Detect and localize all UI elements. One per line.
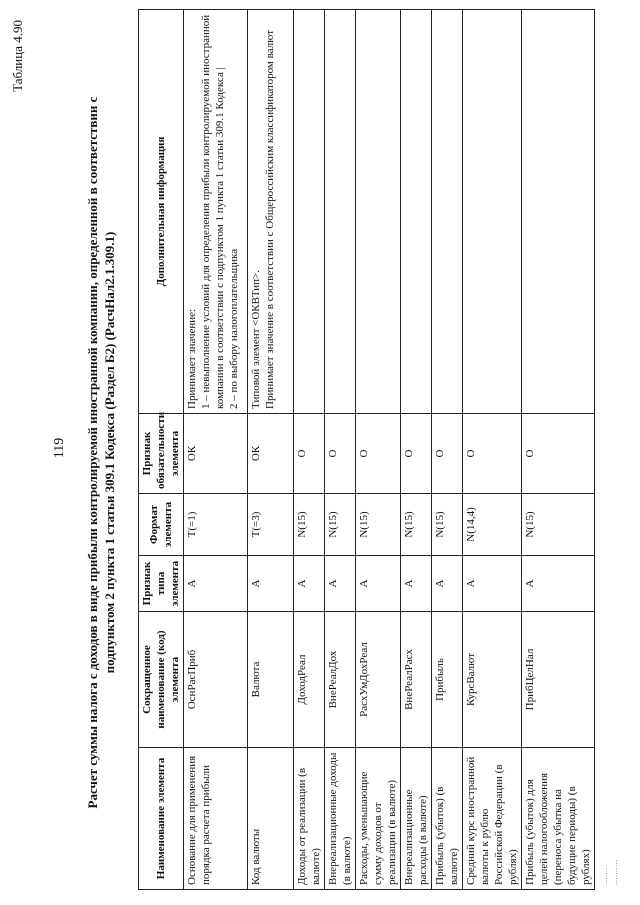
table-cell: О (294, 414, 325, 494)
table-row (184, 10, 248, 890)
table-cell: О (356, 414, 401, 494)
table-cell: О (463, 414, 522, 494)
table-cell: Типовой элемент <ОКВТип>. Принимает значение в соответствии с Общероссийским классификатором валют (248, 10, 294, 414)
table-title: Расчет суммы налога с доходов в виде прибыли контролируемой иностранной компании, определенной в соответствии с подпунктом 2 пункта 1 статьи 309.1 Кодекса (Раздел Б2) (РасчНал2.1.309.1) (85, 96, 117, 809)
table-cell: Прибыль (убыток) для целей налогообложения (переноса убытка на будущие периоды) (в рублях) (522, 748, 595, 890)
table-cell: ВнеРеалРасх (401, 612, 432, 748)
table-cell: А (463, 556, 522, 612)
table-cell: ОК (248, 414, 294, 494)
table-cell: Прибыль (убыток) (в валюте) (432, 748, 463, 890)
elements-table (138, 9, 595, 890)
table-cell: N(15) (325, 494, 356, 556)
table-cell (325, 10, 356, 414)
table-cell: Расходы, уменьшающие сумму доходов от реализации (в валюте) (356, 748, 401, 890)
header-additional-info: Дополнительная информация (139, 10, 184, 414)
table-cell: А (248, 556, 294, 612)
table-cell: N(15) (522, 494, 595, 556)
table-cell: О (401, 414, 432, 494)
header-format: Формат элемента (139, 494, 184, 556)
table-row (248, 10, 294, 890)
table-cell: Принимает значение: 1 – невыполнение условий для определения прибыли контролируемой иностранной компании в соответствии с подпунктом 1 пункта 1 статьи 309.1 Кодекса | 2 – по выбору налогоплательщика (184, 10, 248, 414)
table-cell (522, 10, 595, 414)
header-short-name: Сокращенное наименование (код) элемента (139, 612, 184, 748)
table-row (522, 10, 595, 890)
table-cell: N(15) (356, 494, 401, 556)
table-row (432, 10, 463, 890)
table-cell: А (184, 556, 248, 612)
table-cell: Валюта (248, 612, 294, 748)
table-cell: Внереализационные расходы (в валюте) (401, 748, 432, 890)
table-row (294, 10, 325, 890)
header-type: Признак типа элемента (139, 556, 184, 612)
table-cell: N(15) (432, 494, 463, 556)
watermark-stamp: ........ .......... (600, 859, 619, 885)
table-cell: ВнеРеалДох (325, 612, 356, 748)
table-cell (356, 10, 401, 414)
table-cell: КурсВалют (463, 612, 522, 748)
table-cell: Прибыль (432, 612, 463, 748)
table-cell: О (432, 414, 463, 494)
table-cell: А (401, 556, 432, 612)
table-header-row (139, 10, 184, 890)
table-cell (294, 10, 325, 414)
table-cell: N(14,4) (463, 494, 522, 556)
table-cell: N(15) (401, 494, 432, 556)
table-row (325, 10, 356, 890)
table-cell: Код валюты (248, 748, 294, 890)
table-cell: T(=3) (248, 494, 294, 556)
table-cell (463, 10, 522, 414)
page-number: 119 (52, 437, 67, 459)
table-cell: Основание для применения порядка расчета прибыли (184, 748, 248, 890)
table-cell: А (325, 556, 356, 612)
table-row (356, 10, 401, 890)
table-cell: Доходы от реализации (в валюте) (294, 748, 325, 890)
table-cell: О (325, 414, 356, 494)
table-cell: Средний курс иностранной валюты к рублю Российской Федерации (в рублях) (463, 748, 522, 890)
table-cell: Внереализационные доходы (в валюте) (325, 748, 356, 890)
table-cell: А (432, 556, 463, 612)
header-element-name: Наименование элемента (139, 748, 184, 890)
table-cell (401, 10, 432, 414)
table-cell: РасхУмДохРеал (356, 612, 401, 748)
header-required: Признак обязательности элемента (139, 414, 184, 494)
table-cell: ОснРасПриб (184, 612, 248, 748)
table-cell (432, 10, 463, 414)
table-cell: ПрибЦелНал (522, 612, 595, 748)
table-cell: T(=1) (184, 494, 248, 556)
table-row (401, 10, 432, 890)
table-cell: А (356, 556, 401, 612)
table-label: Таблица 4.90 (10, 20, 25, 92)
table-cell: А (294, 556, 325, 612)
table-row (463, 10, 522, 890)
table-cell: N(15) (294, 494, 325, 556)
table-cell: ОК (184, 414, 248, 494)
table-cell: О (522, 414, 595, 494)
table-cell: А (522, 556, 595, 612)
table-cell: ДоходРеал (294, 612, 325, 748)
